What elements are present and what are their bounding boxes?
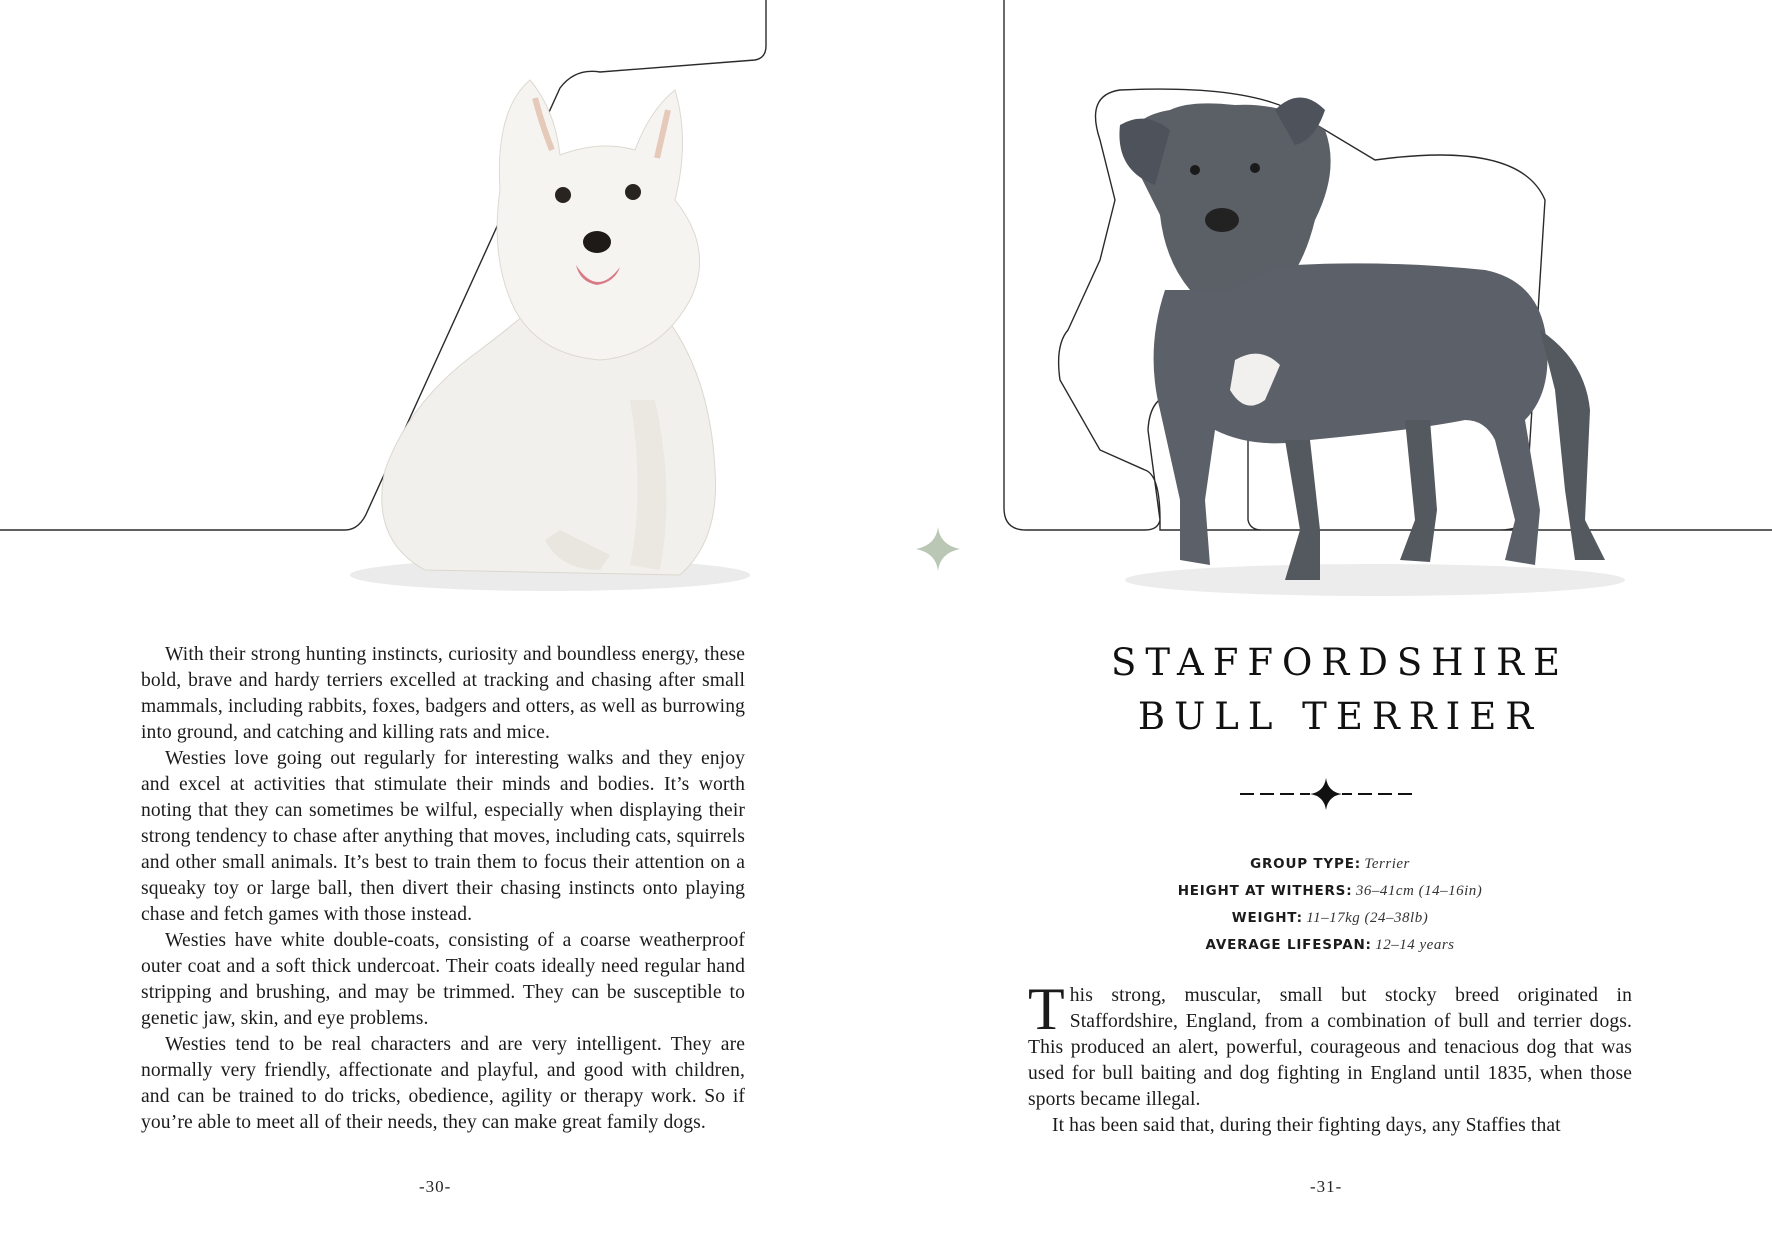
fact-label: AVERAGE LIFESPAN: [1205,937,1372,953]
left-page-number: -30- [419,1177,452,1196]
left-paragraph: Westies love going out regularly for interesting walks and they enjoy and excel at activities that stimulate their minds and bodies. It’s worth noting that they can sometimes be wilful, especially when displaying their strong tendency to chase after anything that moves, including cats, squirrels and other small animals. It’s best to train them to focus their attention on a squeaky toy or large ball, then divert their chasing instincts onto playing chase and fetch games with those instead. [141,748,745,925]
fact-value: 36–41cm (14–16in) [1355,883,1483,899]
staffordshire-dog-image [1085,90,1665,610]
fact-label: GROUP TYPE: [1250,856,1361,872]
right-paragraph: It has been said that, during their fighting days, any Staffies that [1052,1115,1561,1136]
left-page-body [141,642,745,1136]
breed-title-line1: STAFFORDSHIRE [1110,641,1570,684]
fact-value: 11–17kg (24–38lb) [1306,910,1429,926]
right-paragraph-text: his strong, muscular, small but stocky breed originated in Staffordshire, England, from a combination of bull and terrier dogs. This produced an alert, powerful, courageous and tenacious dog that was used for bull baiting and dog fighting in England until 1835, when those sports became illegal. [1028,985,1632,1110]
right-page-number: -31- [1310,1177,1343,1196]
fact-value: 12–14 years [1375,937,1455,953]
fact-label: WEIGHT: [1231,910,1303,926]
right-paragraph [1028,976,1632,1113]
westie-dog-image [330,70,790,600]
right-page-body [1028,976,1632,1139]
ornament-divider-icon [1236,776,1416,812]
left-paragraph: With their strong hunting instincts, curiosity and boundless energy, these bold, brave and hardy terriers excelled at tracking and chasing after small mammals, including rabbits, foxes, badgers and otters, as well as burrowing into ground, and catching and killing rats and mice. [141,644,745,743]
breed-title-line2: BULL TERRIER [1137,695,1543,738]
left-paragraph: Westies have white double-coats, consisting of a coarse weatherproof outer coat and a soft thick undercoat. Their coats ideally need regular hand stripping and brushing, and may be trimmed. They can be susceptible to genetic jaw, skin, and eye problems. [141,930,745,1029]
fact-value: Terrier [1364,856,1410,872]
breed-facts [1030,851,1630,959]
fact-height [1030,878,1630,905]
fact-group-type [1030,851,1630,878]
four-point-star-icon [916,527,960,571]
fact-lifespan [1030,932,1630,959]
drop-cap: T [1028,976,1065,1042]
fact-label: HEIGHT AT WITHERS: [1177,883,1353,899]
left-paragraph: Westies tend to be real characters and are very intelligent. They are normally very friendly, affectionate and playful, and good with children, and can be trained to do tricks, obedience, agility or therapy work. So if you’re able to meet all of their needs, they can make great family dogs. [141,1034,745,1133]
fact-weight [1030,905,1630,932]
breed-title [1000,636,1680,744]
